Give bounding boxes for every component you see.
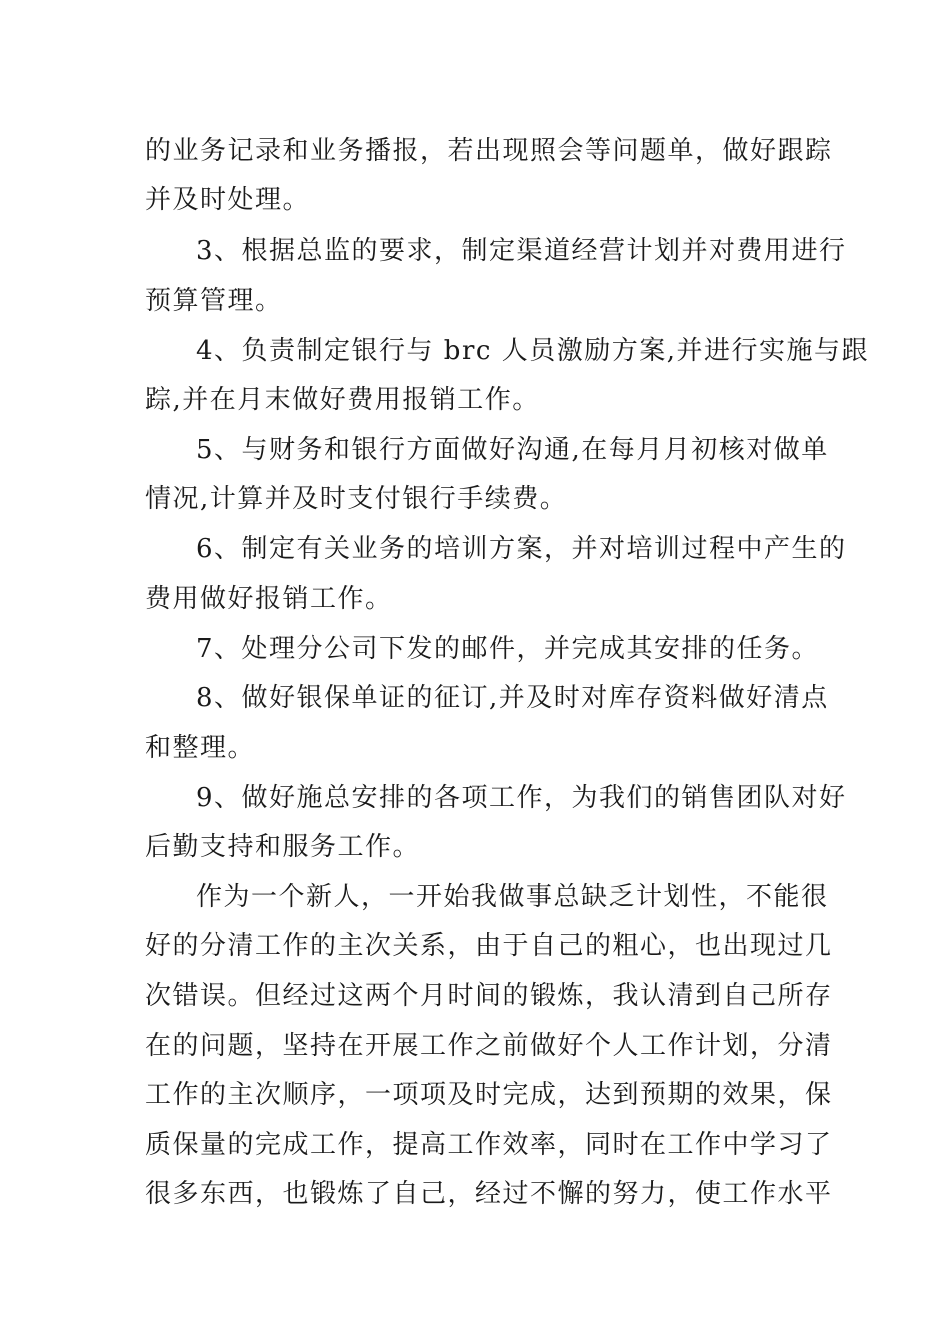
text-line: 很多东西，也锻炼了自己，经过不懈的努力，使工作水平 (145, 1179, 833, 1209)
text-line: 和整理。 (145, 733, 256, 763)
text-line: 情况,计算并及时支付银行手续费。 (145, 484, 568, 514)
text-line: 在的问题，坚持在开展工作之前做好个人工作计划，分清 (145, 1031, 833, 1061)
text-line: 好的分清工作的主次关系，由于自己的粗心，也出现过几 (145, 931, 833, 961)
text-line: 后勤支持和服务工作。 (145, 832, 421, 862)
text-line: 7、处理分公司下发的邮件，并完成其安排的任务。 (196, 634, 820, 664)
text-line: 9、做好施总安排的各项工作，为我们的销售团队对好 (196, 783, 847, 813)
text-line: 次错误。但经过这两个月时间的锻炼，我认清到自己所存 (145, 981, 833, 1011)
text-line: 3、根据总监的要求，制定渠道经营计划并对费用进行 (196, 236, 847, 266)
text-line: 踪,并在月末做好费用报销工作。 (145, 385, 540, 415)
text-line: 5、与财务和银行方面做好沟通,在每月月初核对做单 (196, 435, 829, 465)
text-line: 6、制定有关业务的培训方案，并对培训过程中产生的 (196, 534, 847, 564)
text-line: 作为一个新人，一开始我做事总缺乏计划性，不能很 (196, 882, 829, 912)
text-line: 4、负责制定银行与 brc 人员激励方案,并进行实施与跟 (196, 336, 869, 366)
text-line: 质保量的完成工作，提高工作效率，同时在工作中学习了 (145, 1130, 833, 1160)
text-line: 工作的主次顺序，一项项及时完成，达到预期的效果，保 (145, 1080, 833, 1110)
text-line: 并及时处理。 (145, 185, 311, 215)
text-line: 8、做好银保单证的征订,并及时对库存资料做好清点 (196, 683, 829, 713)
text-line: 的业务记录和业务播报，若出现照会等问题单，做好跟踪 (145, 136, 833, 166)
text-line: 预算管理。 (145, 286, 283, 316)
text-line: 费用做好报销工作。 (145, 584, 393, 614)
